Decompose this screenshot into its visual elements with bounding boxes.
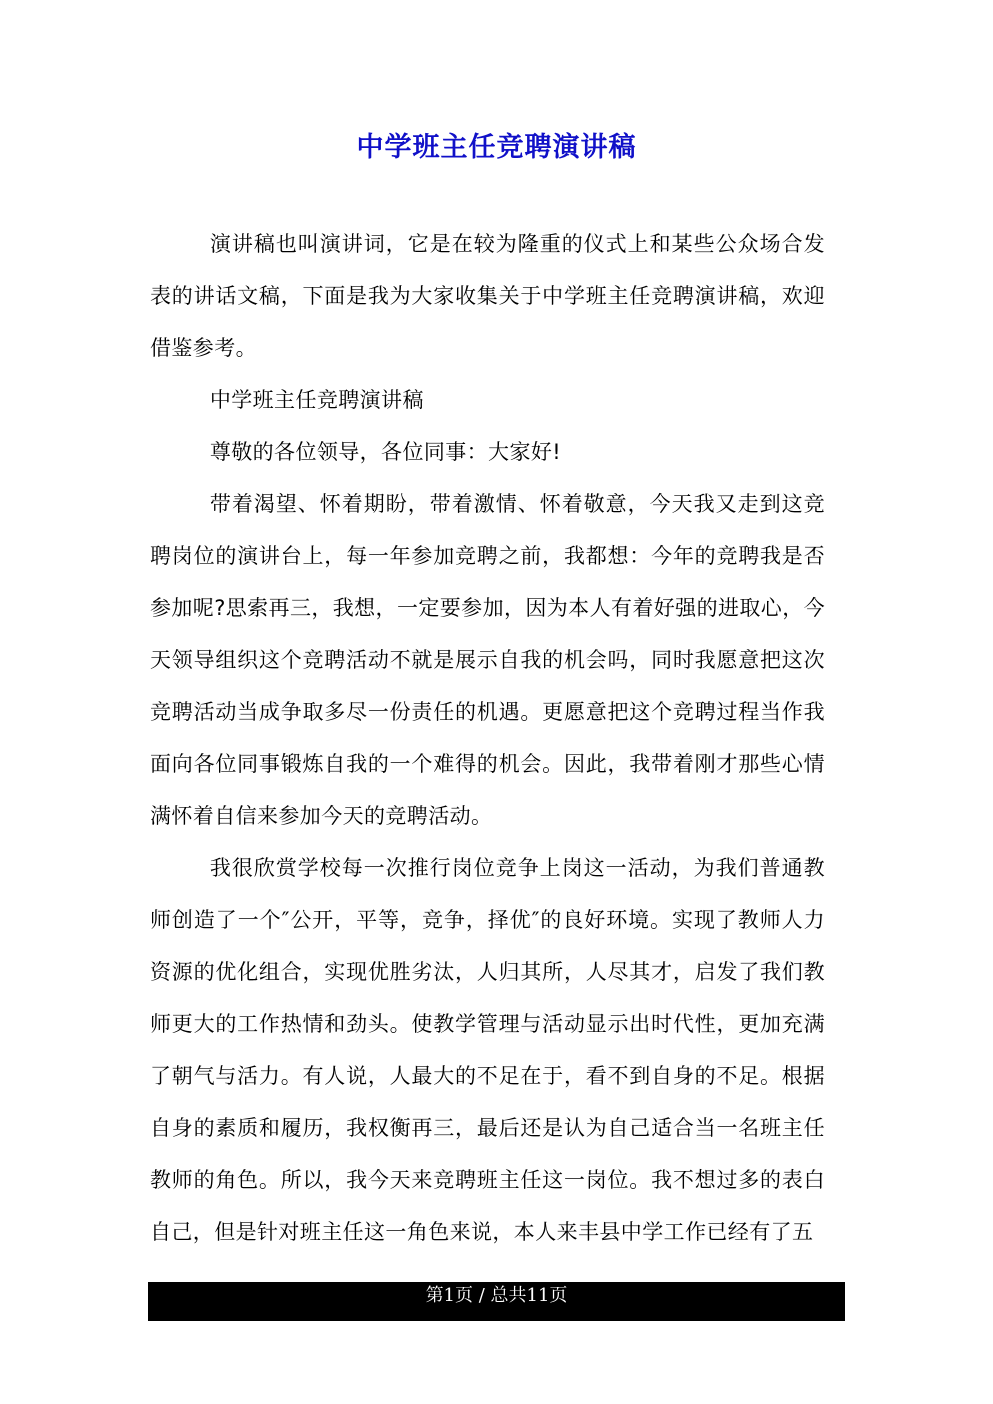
document-body — [150, 218, 825, 1258]
paragraph-body-2: 我很欣赏学校每一次推行岗位竞争上岗这一活动，为我们普通教师创造了一个″公开，平等，竞争，择优″的良好环境。实现了教师人力资源的优化组合，实现优胜劣汰，人归其所，人尽其才，启发了我们教师更大的工作热情和劲头。使教学管理与活动显示出时代性，更加充满了朝气与活力。有人说，人最大的不足在于，看不到自身的不足。根据自身的素质和履历，我权衡再三，最后还是认为自己适合当一名班主任教师的角色。所以，我今天来竞聘班主任这一岗位。我不想过多的表白自己，但是针对班主任这一角色来说，本人来丰县中学工作已经有了五 — [150, 856, 825, 1244]
paragraph-intro: 演讲稿也叫演讲词，它是在较为隆重的仪式上和某些公众场合发表的讲话文稿，下面是我为大家收集关于中学班主任竞聘演讲稿，欢迎借鉴参考。 — [150, 232, 825, 360]
page-footer — [148, 1282, 845, 1321]
document-title: 中学班主任竞聘演讲稿 — [356, 132, 637, 163]
paragraph-body-1: 带着渴望、怀着期盼，带着激情、怀着敬意，今天我又走到这竞聘岗位的演讲台上，每一年参加竞聘之前，我都想：今年的竞聘我是否参加呢?思索再三，我想，一定要参加，因为本人有着好强的进取心，今天领导组织这个竞聘活动不就是展示自我的机会吗，同时我愿意把这次竞聘活动当成争取多尽一份责任的机遇。更愿意把这个竞聘过程当作我面向各位同事锻炼自我的一个难得的机会。因此，我带着刚才那些心情满怀着自信来参加今天的竞聘活动。 — [150, 492, 825, 828]
paragraph-greeting: 尊敬的各位领导，各位同事：大家好! — [209, 440, 562, 464]
page-number: 第1页 / 总共11页 — [425, 1285, 568, 1306]
paragraph-subtitle: 中学班主任竞聘演讲稿 — [209, 388, 424, 412]
